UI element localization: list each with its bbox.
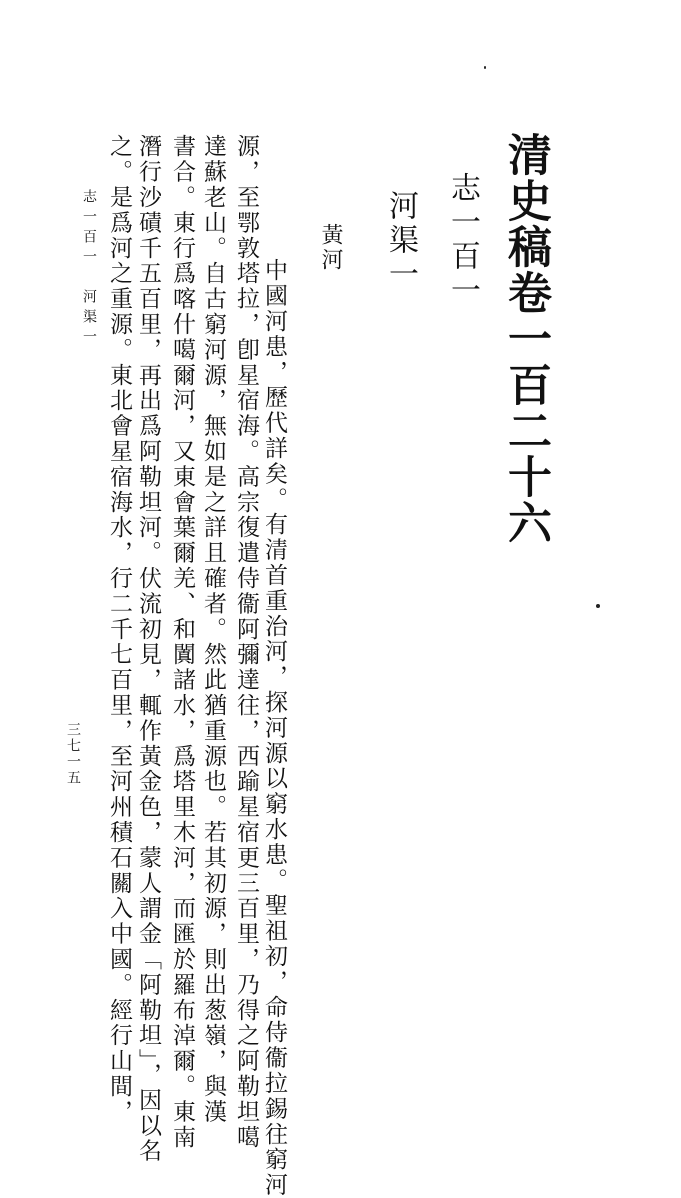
text-column: 潛行沙磧千五百里，再出爲阿勒坦河。伏流初見，輒作黃金色，蒙人謂金「阿勒坦」，因以名	[135, 134, 161, 1164]
scan-speck	[484, 66, 486, 69]
topic-heading: 黃河	[318, 223, 343, 273]
text-column: 之。是爲河之重源。東北會星宿海水，行二千七百里，至河州積石關入中國。經行山間，	[106, 134, 132, 1125]
text-column: 書合。東行爲喀什噶爾河，又東會葉爾羌、和闐諸水，爲塔里木河，而匯於羅布淖爾。東南	[169, 134, 195, 1150]
scan-speck	[596, 604, 600, 608]
text-column: 達蘇老山。自古窮河源，無如是之詳且確者。然此猶重源也。若其初源，則出葱嶺，與漢	[200, 134, 226, 1125]
page-number: 三七一五	[65, 722, 81, 786]
running-head: 志一百一 河渠一	[81, 189, 97, 349]
book-title: 清史稿卷一百二十六	[500, 132, 551, 546]
chapter-subtitle: 志一百一	[445, 172, 480, 308]
text-column: 源，至鄂敦塔拉，卽星宿海。高宗復遣侍衞阿彌達往，西踰星宿更三百里，乃得之阿勒坦噶	[233, 134, 259, 1150]
section-heading: 河渠一	[383, 190, 418, 292]
text-column: 中國河患，歷代詳矣。有清首重治河，探河源以窮水患。聖祖初，命侍衞拉錫往窮河	[261, 258, 287, 1198]
